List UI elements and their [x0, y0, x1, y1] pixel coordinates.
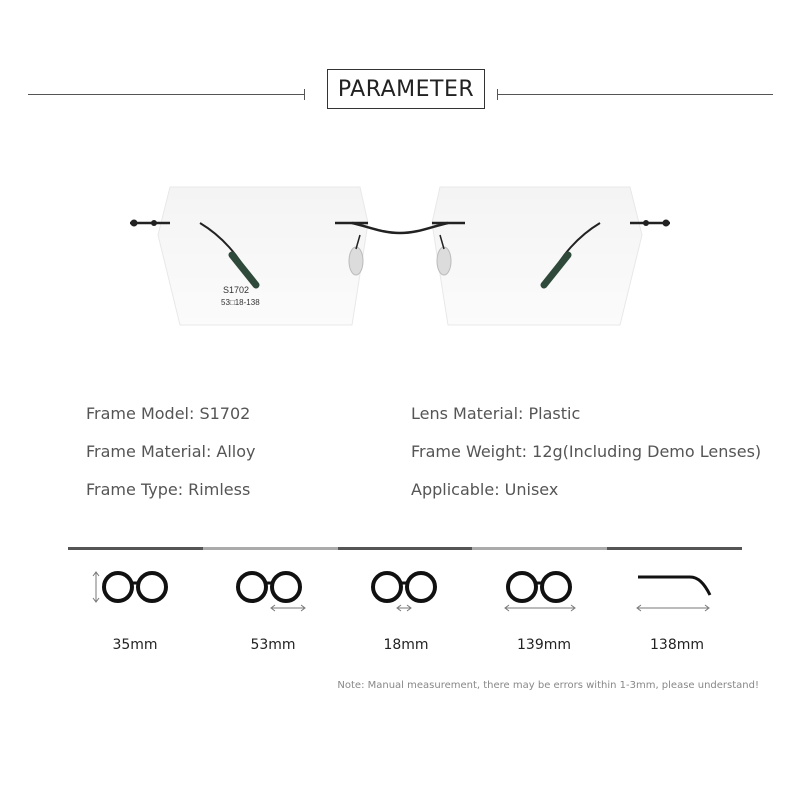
divider-left: [28, 94, 304, 95]
right-lens: [432, 187, 642, 325]
page-title: PARAMETER: [327, 69, 485, 109]
bridge-width-icon: [363, 565, 453, 615]
measurement-temple-length: 138mm: [650, 637, 704, 653]
bar-segment: [472, 547, 607, 550]
bar-segment: [338, 547, 473, 550]
temple-model-text: S1702: [223, 285, 250, 295]
temple-size-text: 53□18-138: [221, 298, 260, 307]
measurement-note: Note: Manual measurement, there may be errors within 1-3mm, please understand!: [337, 680, 759, 691]
hinge-left: [131, 220, 138, 227]
spec-frame-material: Frame Material: Alloy: [86, 442, 256, 461]
measurement-divider: [68, 547, 742, 550]
nose-pad-right: [437, 247, 451, 275]
measurement-lens-height: 35mm: [112, 637, 158, 653]
frame-width-icon: [498, 565, 588, 615]
bar-segment: [203, 547, 338, 550]
section-header: [0, 69, 800, 109]
lens-height-icon: [90, 565, 180, 615]
temple-length-icon: [632, 565, 722, 615]
hinge-right: [643, 220, 649, 226]
divider-right: [497, 94, 773, 95]
measurement-bridge-width: 18mm: [383, 637, 429, 653]
spec-frame-weight: Frame Weight: 12g(Including Demo Lenses): [411, 442, 762, 461]
nose-pad-left: [349, 247, 363, 275]
bar-segment: [607, 547, 742, 550]
spec-frame-model: Frame Model: S1702: [86, 404, 251, 423]
lens-width-icon: [228, 565, 318, 615]
measurement-frame-width: 139mm: [517, 637, 571, 653]
left-lens: [158, 187, 368, 325]
bar-segment: [68, 547, 203, 550]
spec-applicable: Applicable: Unisex: [411, 480, 559, 499]
spec-frame-type: Frame Type: Rimless: [86, 480, 251, 499]
glasses-product-image: [120, 175, 680, 335]
measurement-lens-width: 53mm: [250, 637, 296, 653]
divider-tick-left: [304, 89, 305, 100]
spec-lens-material: Lens Material: Plastic: [411, 404, 581, 423]
